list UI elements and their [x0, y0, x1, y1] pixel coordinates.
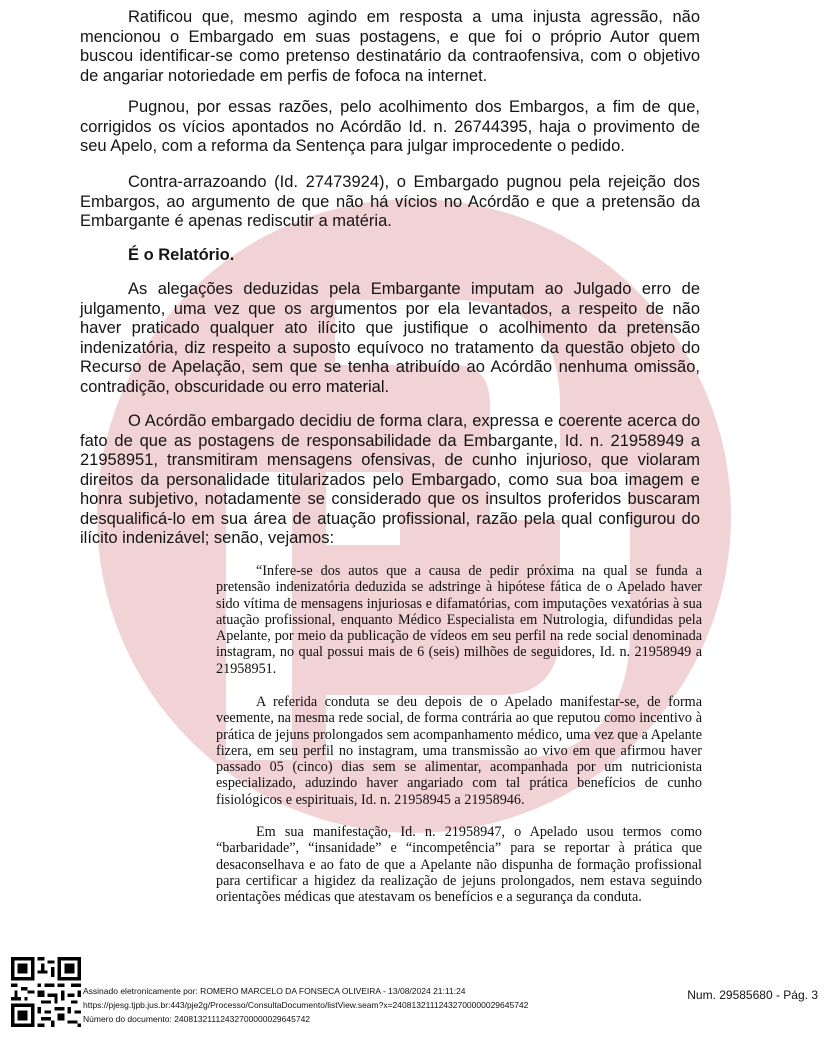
- paragraph-acordao: O Acórdão embargado decidiu de forma clara, expressa e coerente acerca do fato de que as postagens de responsabilidade da Embargante, Id. n. 21958949 a 21958951, transmitiram mensagens ofensivas, de cunho injurioso, que violaram direitos da personalidade titularizados pelo Embargado, como sua boa imagem e honra subjetivo, notadamente se considerado que os insultos proferidos buscaram desqualificá-lo em sua área de atuação profissional, razão pela qual configurou do ilícito indenizável; senão, vejamos:: [80, 412, 700, 547]
- document-number: Número do documento: 24081321112432700000029645742: [83, 1014, 311, 1024]
- quote-paragraph-1: “Infere-se dos autos que a causa de pedir próxima na qual se funda a pretensão indenizatória deduzida se adstringe à hipótese fática de o Apelado haver sido vítima de mensagens injuriosas e difamatórias, com imputações vexatórias à sua atuação profissional, enquanto Médico Especialista em Nutrologia, difundidas pela Apelante, por meio da publicação de vídeos em seu perfil na rede social denominada instagram, no qual possui mais de 6 (seis) milhões de seguidores, Id. n. 21958949 a 21958951.: [216, 563, 702, 677]
- paragraph-ratificou: Ratificou que, mesmo agindo em resposta a uma injusta agressão, não mencionou o Embargado em suas postagens, e que foi o próprio Autor quem buscou identificar-se como pretenso destinatário da contraofensiva, com o objetivo de angariar notoriedade em perfis de fofoca na internet.: [80, 8, 700, 85]
- document-url: https://pjesg.tjpb.jus.br:443/pje2g/Processo/ConsultaDocumento/listView.seam?x=24081321112432700000029645742: [83, 1000, 529, 1010]
- signature-line: Assinado eletronicamente por: ROMERO MARCELO DA FONSECA OLIVEIRA - 13/08/2024 21:11:24: [83, 986, 466, 996]
- quote-paragraph-2: A referida conduta se deu depois de o Apelado manifestar-se, de forma veemente, na mesma rede social, de forma contrária ao que reputou como incentivo à prática de jejuns prolongados sem acompanhamento médico, uma vez que a Apelante fizera, em seu perfil no instagram, uma transmissão ao vivo em que afirmou haver passado 05 (cinco) dias sem se alimentar, acompanhada por um nutricionista especializado, aduzindo haver angariado com tal prática benefícios de cunho fisiológicos e espirituais, Id. n. 21958945 a 21958946.: [216, 694, 702, 808]
- paragraph-pugnou: Pugnou, por essas razões, pelo acolhimento dos Embargos, a fim de que, corrigidos os vícios apontados no Acórdão Id. n. 26744395, haja o provimento de seu Apelo, com a reforma da Sentença para julgar improcedente o pedido.: [80, 98, 700, 155]
- paragraph-alegacoes: As alegações deduzidas pela Embargante imputam ao Julgado erro de julgamento, uma vez que os argumentos por ela levantados, a respeito de não haver praticado qualquer ato ilícito que justifique o acolhimento da pretensão indenizatória, diz respeito a suposto equívoco no tratamento da questão objeto do Recurso de Apelação, sem que se tenha atribuído ao Acórdão nenhuma omissão, contradição, obscuridade ou erro material.: [80, 280, 700, 396]
- page-number: Num. 29585680 - Pág. 3: [687, 988, 818, 1002]
- quote-paragraph-3: Em sua manifestação, Id. n. 21958947, o Apelado usou termos como “barbaridade”, “insanidade” e “incompetência” para se reportar à prática que desaconselhava e ao fato de que a Apelante não dispunha de formação profissional para certificar a higidez da realização de jejuns prolongados, nem estava seguindo orientações médicas que atestavam os benefícios e a segurança da conduta.: [216, 824, 702, 906]
- paragraph-contra-arrazoando: Contra-arrazoando (Id. 27473924), o Embargado pugnou pela rejeição dos Embargos, ao argumento de que não há vícios no Acórdão e que a pretensão da Embargante é apenas rediscutir a matéria.: [80, 173, 700, 230]
- section-heading-relatorio: É o Relatório.: [128, 246, 235, 264]
